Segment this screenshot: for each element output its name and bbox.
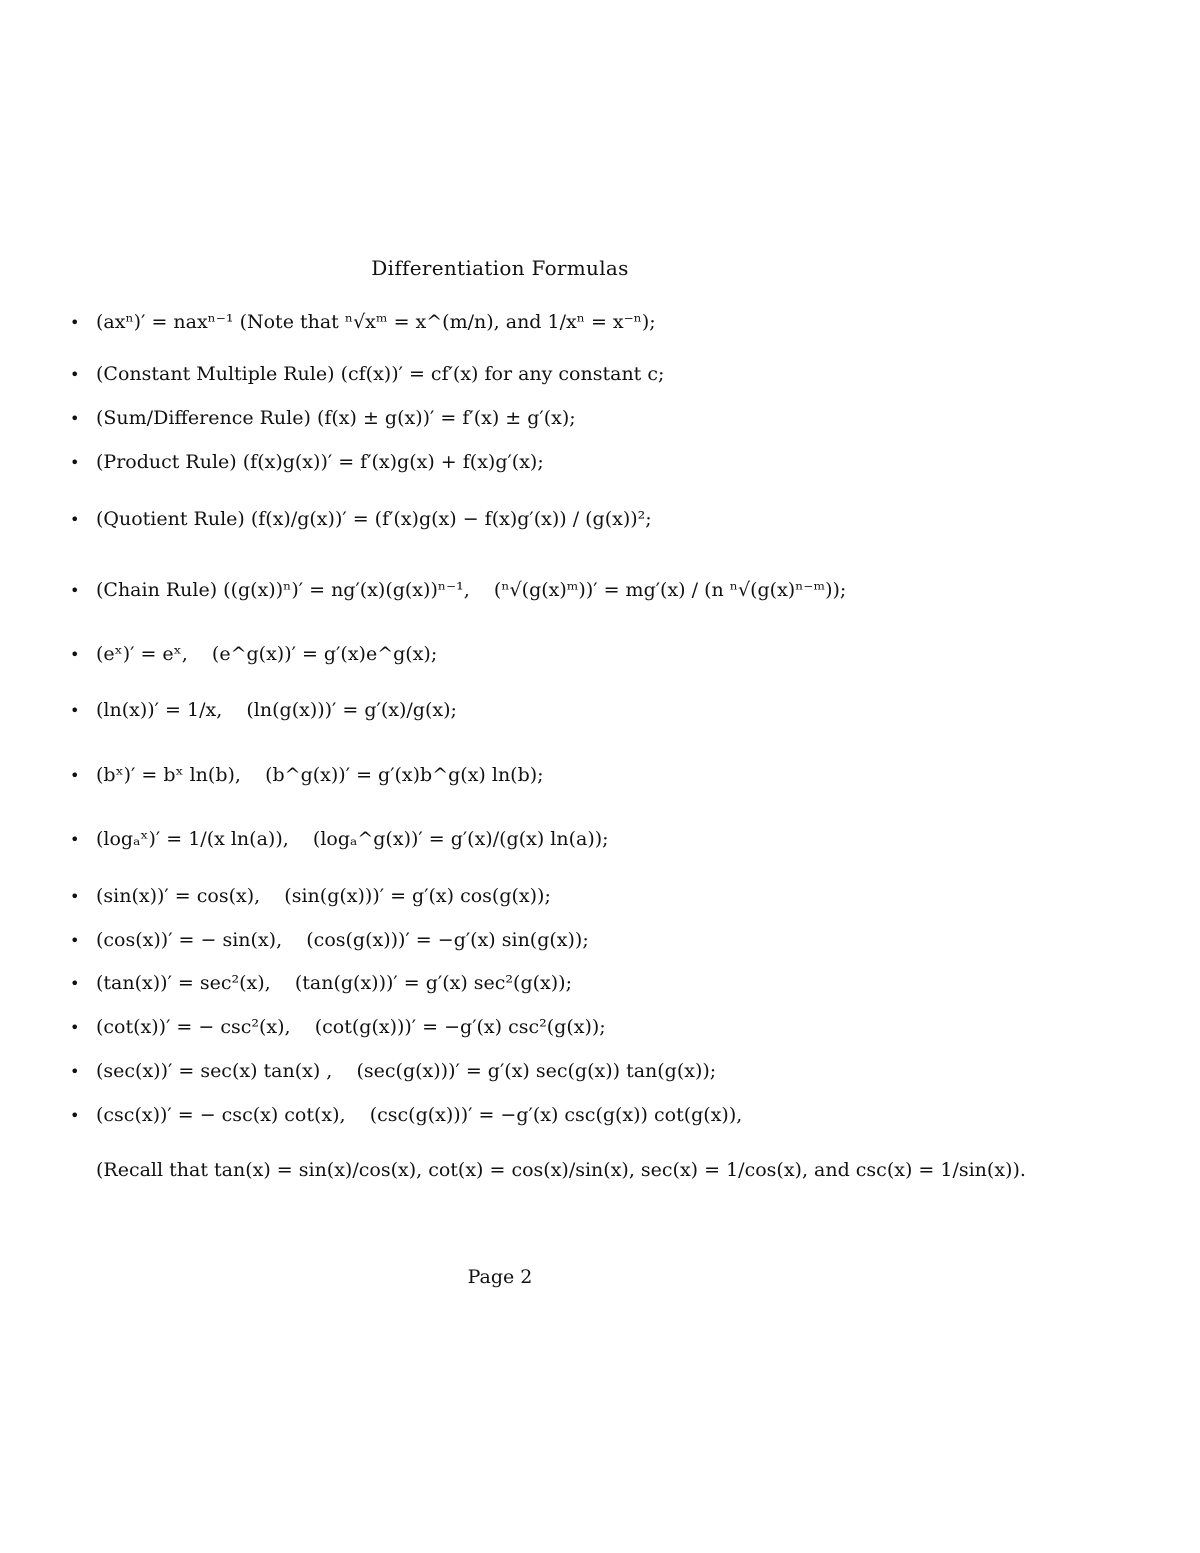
bullet: • bbox=[70, 580, 80, 600]
bullet: • bbox=[70, 509, 80, 529]
bullet: • bbox=[70, 700, 80, 720]
formula-text: (axⁿ)′ = naxⁿ⁻¹ (Note that ⁿ√xᵐ = x^(m/n), and 1/xⁿ = x⁻ⁿ); bbox=[96, 311, 656, 333]
formula-text: (Quotient Rule) (f(x)/g(x))′ = (f′(x)g(x) − f(x)g′(x)) / (g(x))²; bbox=[96, 508, 652, 530]
bullet: • bbox=[70, 452, 80, 472]
bullet: • bbox=[70, 829, 80, 849]
list-item bbox=[70, 682, 457, 738]
bullet: • bbox=[70, 1061, 80, 1081]
formula-text: (Sum/Difference Rule) (f(x) ± g(x))′ = f′(x) ± g′(x); bbox=[96, 407, 576, 429]
list-item bbox=[70, 626, 437, 682]
bullet: • bbox=[70, 312, 80, 332]
bullet: • bbox=[70, 644, 80, 664]
list-item bbox=[70, 434, 544, 490]
bullet: • bbox=[70, 765, 80, 785]
list-item bbox=[70, 747, 544, 803]
formula-text: (csc(x))′ = − csc(x) cot(x), (csc(g(x)))′ = −g′(x) csc(g(x)) cot(g(x)), bbox=[96, 1104, 743, 1126]
bullet: • bbox=[70, 1017, 80, 1037]
list-item bbox=[70, 491, 652, 547]
bullet: • bbox=[70, 886, 80, 906]
formula-text: (Product Rule) (f(x)g(x))′ = f′(x)g(x) + f(x)g′(x); bbox=[96, 451, 544, 473]
bullet: • bbox=[70, 1105, 80, 1125]
bullet: • bbox=[70, 973, 80, 993]
bullet: • bbox=[70, 364, 80, 384]
bullet: • bbox=[70, 408, 80, 428]
formula-text: (logₐˣ)′ = 1/(x ln(a)), (logₐ^g(x))′ = g′(x)/(g(x) ln(a)); bbox=[96, 828, 609, 850]
recall-note: (Recall that tan(x) = sin(x)/cos(x), cot(x) = cos(x)/sin(x), sec(x) = 1/cos(x), and csc(x) = 1/sin(x)). bbox=[96, 1159, 1026, 1181]
list-item bbox=[70, 294, 656, 350]
list-item bbox=[70, 562, 846, 618]
formula-text: (Constant Multiple Rule) (cf(x))′ = cf′(x) for any constant c; bbox=[96, 363, 665, 385]
formula-text: (cot(x))′ = − csc²(x), (cot(g(x)))′ = −g′(x) csc²(g(x)); bbox=[96, 1016, 606, 1038]
formula-text: (tan(x))′ = sec²(x), (tan(g(x)))′ = g′(x) sec²(g(x)); bbox=[96, 972, 572, 994]
formula-text: (Chain Rule) ((g(x))ⁿ)′ = ng′(x)(g(x))ⁿ⁻¹, (ⁿ√(g(x)ᵐ))′ = mg′(x) / (n ⁿ√(g(x)ⁿ⁻ᵐ)); bbox=[96, 579, 847, 601]
formula-text: (bˣ)′ = bˣ ln(b), (b^g(x))′ = g′(x)b^g(x) ln(b); bbox=[96, 764, 544, 786]
list-item bbox=[70, 1087, 742, 1143]
page-number: Page 2 bbox=[467, 1266, 533, 1288]
page-title: Differentiation Formulas bbox=[371, 256, 629, 280]
formula-text: (cos(x))′ = − sin(x), (cos(g(x)))′ = −g′(x) sin(g(x)); bbox=[96, 929, 589, 951]
formula-text: (sec(x))′ = sec(x) tan(x) , (sec(g(x)))′ = g′(x) sec(g(x)) tan(g(x)); bbox=[96, 1060, 717, 1082]
formula-text: (ln(x))′ = 1/x, (ln(g(x)))′ = g′(x)/g(x); bbox=[96, 699, 457, 721]
bullet: • bbox=[70, 930, 80, 950]
formula-text: (sin(x))′ = cos(x), (sin(g(x)))′ = g′(x) cos(g(x)); bbox=[96, 885, 551, 907]
list-item bbox=[70, 811, 609, 867]
formula-text: (eˣ)′ = eˣ, (e^g(x))′ = g′(x)e^g(x); bbox=[96, 643, 438, 665]
